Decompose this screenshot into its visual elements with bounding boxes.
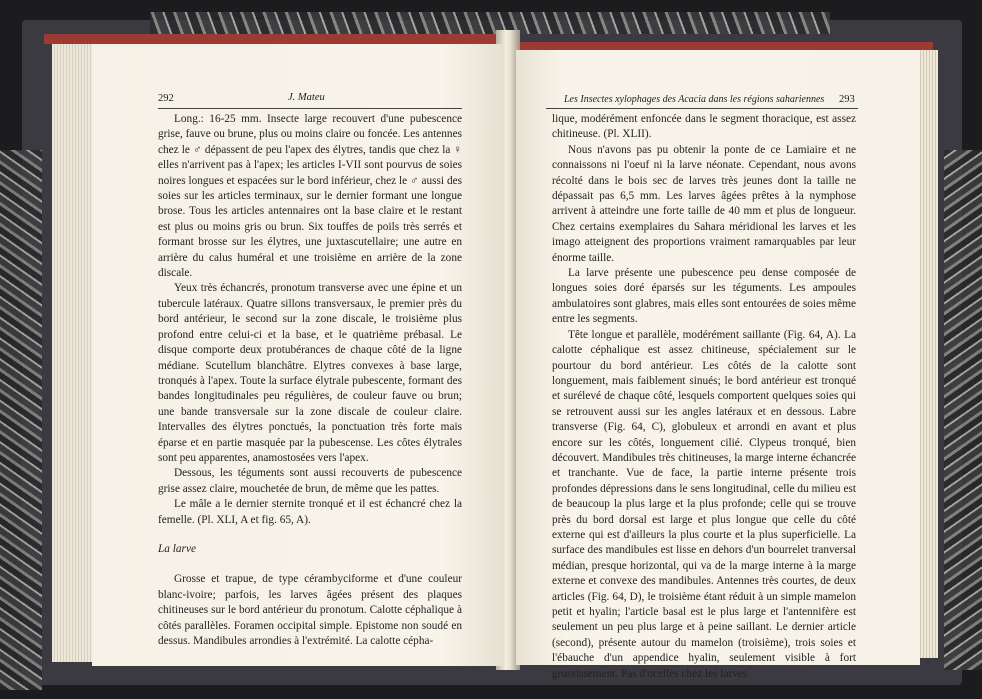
marbled-edge-left — [0, 150, 42, 690]
red-top-edge-right — [518, 42, 933, 50]
paragraph: Yeux très échancrés, pronotum transverse avec une épine et un tubercule latéraux. Quatre sillons transversaux, le premier près du bord antérieur, le second sur la zone discale, le troisième plus profond entre celui-ci et la base, et le quatrième prébasal. Le disque comporte deux protubérances de chaque côté de la ligne médiane. Scutellum blanchâtre. Elytres convexes à base large, tronqués à l'apex. Toute la surface élytrale pubescente, formant des bandes longitudinales peu régulières, de couleur fauve ou brun; une bande transversale sur la zone discale de couleur claire. Intervalles des élytres ponctués, la ponctuation très forte mais éparse et en partie masquée par la pubescense. Les côtes élytrales sont peu apparentes, anamostosées vers l'apex. — [158, 282, 462, 464]
running-head-left: J. Mateu — [288, 92, 325, 103]
right-page — [516, 50, 920, 680]
page-number-left: 292 — [158, 93, 174, 104]
page-stack-right — [918, 50, 938, 658]
header-rule-left — [158, 108, 462, 109]
left-page — [92, 44, 504, 666]
paragraph: Tête longue et parallèle, modérément saillante (Fig. 64, A). La calotte céphalique est assez chitineuse, spécialement sur le pourtour du bord antérieur. Les côtés de la calotte sont longuement, mais faiblement sinués; le bord antérieur est tronqué et surélevé de chaque côté, lesquels comportent quelques soies qui se retrouvent aussi sur les angles latéraux et en dessous. Labre transverse (Fig. 64, C), globuleux et arrondi en avant et plus encore sur les côtés, longuement cilié. Clypeus tronqué, bien découvert. Mandibules très chitineuses, la marge interne échancrée et tranchante. Vue de face, la partie interne présente trois profondes dépressions dans le sens longitudinal, celle du milieu est de beaucoup la plus large et la plus profonde; celle qui se trouve près du bord dorsal est large et plus longue que celle du côté externe qui est d'ailleurs la plus courte et la plus superficielle. La surface des mandibules est lisse en dehors d'un bourrelet tranversal médian, presque horizontal, qui va de la marge interne à la marge externe et convexe des mandibules. Antennes très courtes, de deux articles (Fig. 64, D), le troisième étant réduit à un simple mamelon petit et hyalin; l'article basal est le plus large et l'antennifère est seulement un peu plus large et à peine saillant. Le dernier article (second), présente autour du mamelon (troisième), trois soies et l'ébauche d'un appendice hyalin, seulement visible à fort grossissement. Pas d'ocelles chez les larves — [552, 328, 856, 680]
paragraph-continued: lique, modérément enfoncée dans le segment thoracique, est assez chitineuse. (Pl. XLII). — [552, 113, 856, 141]
paragraph: Grosse et trapue, de type cérambyciforme et d'une couleur blanc-ivoire; parfois, les larves âgées présent des plaques chitineuses sur le bord antérieur du pronotum. Calotte céphalique à côtés parallèles. Foramen occipital simple. Epistome non soudé en dessus. Mandibules arrondies à l'extrémité. La calotte cépha- — [158, 573, 462, 647]
right-body-text — [552, 112, 856, 682]
paragraph: La larve présente une pubescence peu dense composée de longues soies doré éparsés sur les téguments. Les ampoules ambulatoires sont glabres, mais elles sont entourées de soies même entre les segments. — [552, 267, 856, 326]
paragraph: Long.: 16-25 mm. Insecte large recouvert d'une pubescence grise, fauve ou brune, plus ou moins claire ou foncée. Les antennes chez le ♂ dépassent de peu l'apex des élytres, tandis que chez la ♀ elles n'arrivent pas à l'apex; les articles I-VII sont pourvus de soies noires longues et espacées sur le bord inférieur, chez le ♂ aussi des soies sur les articles terminaux, sur le dernier formant une longue brose. Tous les articles antennaires ont la base claire et le restant est plus ou moins gris ou brun. Six touffes de poils très serrés et formant brosse sur les élytres, une juxtascutellaire; une autre en arrière du calus huméral et une troisième en arrière de la zone discale. — [158, 113, 462, 280]
marbled-edge-right — [944, 150, 982, 670]
running-head-right: Les Insectes xylophages des Acacia dans les régions sahariennes — [564, 94, 825, 105]
paragraph: Dessous, les téguments sont aussi recouverts de pubescence grise assez claire, mouchetée de brun, de même que les pattes. — [158, 467, 462, 495]
left-body-text — [158, 112, 462, 649]
section-heading: La larve — [158, 542, 196, 555]
paragraph: Nous n'avons pas pu obtenir la ponte de ce Lamiaire et ne connaissons ni l'oeuf ni la larve néonate. Cependant, nous avons récolté dans le bois sec de larves très jeunes dont la taille ne dépassait pas 6,5 mm. Les larves âgées prêtes à la nymphose arrivent à atteindre une forte taille de 40 mm et plus de longueur. Chez certains exemplaires du Sahara méridional les larves et les imago atteignent des proportions vraiment ramarquables par leur énorme taille. — [552, 143, 856, 264]
red-top-edge-left — [44, 34, 504, 44]
marbled-edge-top — [150, 12, 830, 34]
page-number-right: 293 — [839, 94, 855, 105]
header-rule-right — [546, 108, 858, 109]
paragraph: Le mâle a le dernier sternite tronqué et il est échancré chez la femelle. (Pl. XLI, A et fig. 65, A). — [158, 498, 462, 526]
